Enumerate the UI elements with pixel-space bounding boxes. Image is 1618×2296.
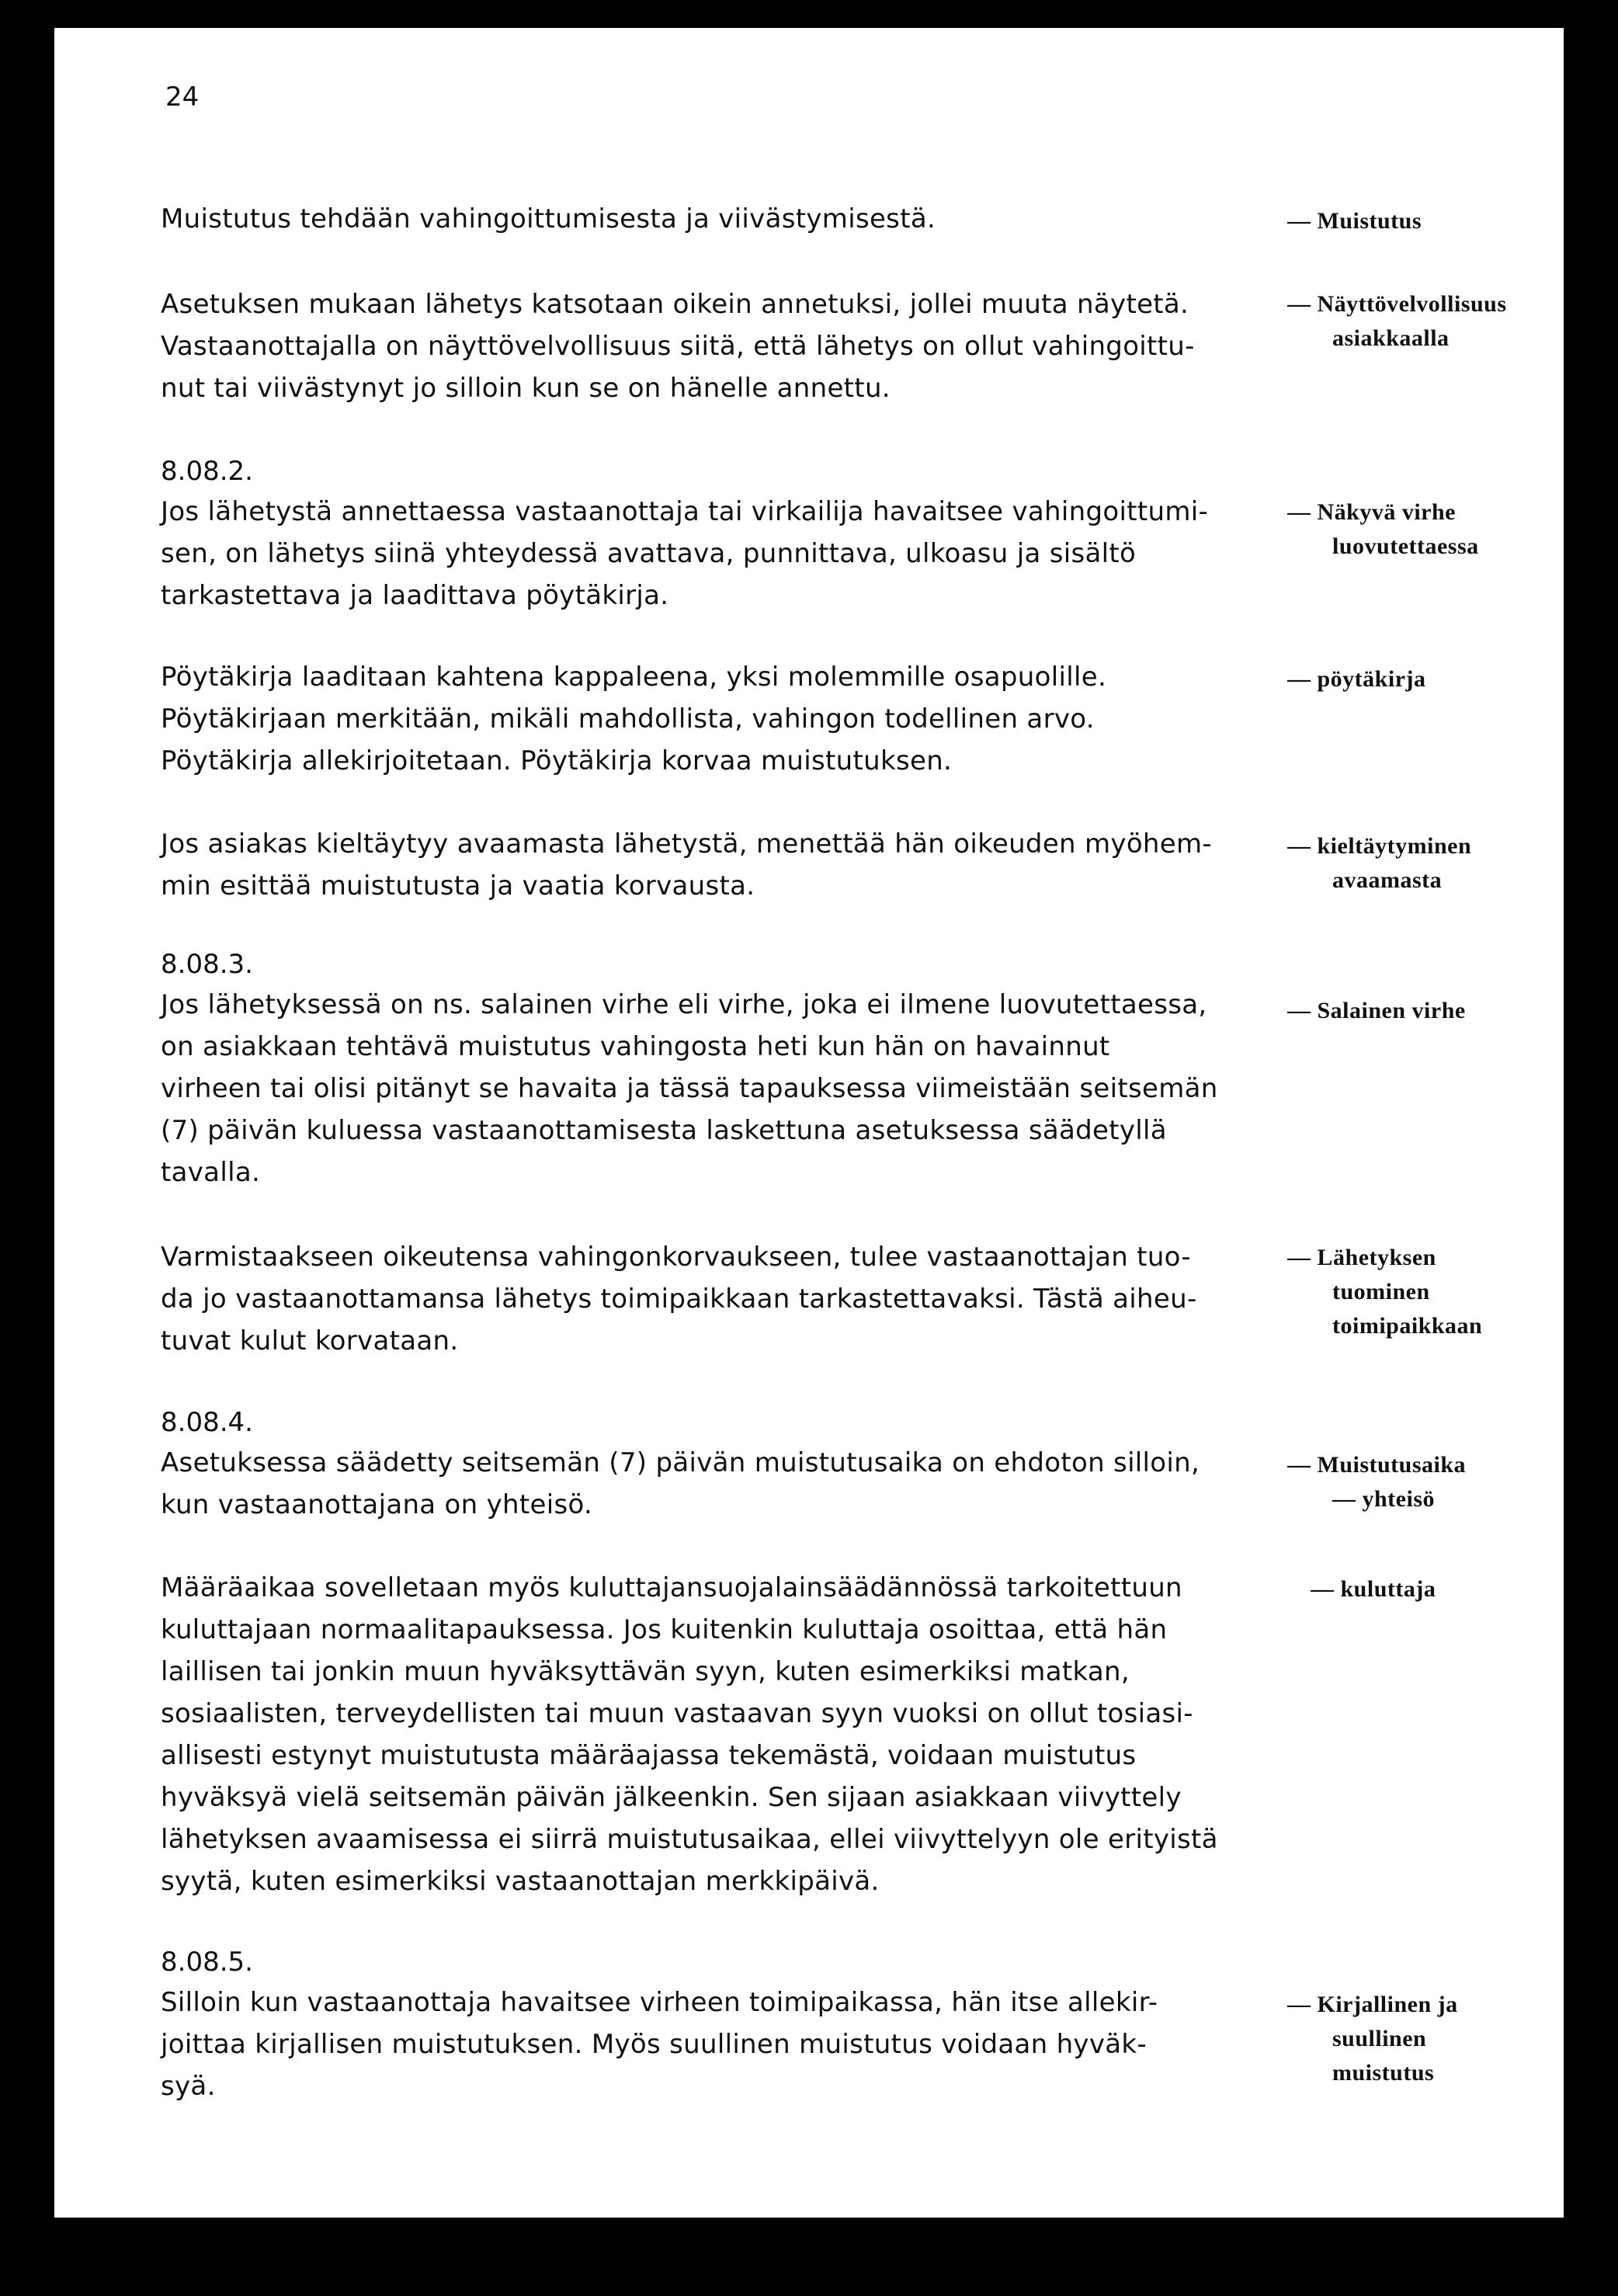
paragraph-poytakirja — [161, 656, 1259, 782]
section-number: 8.08.4. — [161, 1407, 253, 1438]
text-line: (7) päivän kuluessa vastaanottamisesta laskettuna asetuksessa säädetyllä — [161, 1115, 1167, 1146]
margin-note-line: — kuluttaja — [1311, 1576, 1436, 1602]
margin-note-line: — Näyttövelvollisuus — [1287, 291, 1507, 317]
text-line: Jos lähetystä annettaessa vastaanottaja tai virkailija havaitsee vahingoittumi- — [161, 496, 1209, 527]
margin-note-poytakirja — [1287, 662, 1551, 696]
text-line: kun vastaanottajana on yhteisö. — [161, 1489, 593, 1520]
margin-note-lahetyksen-tuominen — [1287, 1241, 1551, 1343]
text-line: Pöytäkirja laaditaan kahtena kappaleena, yksi molemmille osapuolille. — [161, 662, 1107, 693]
margin-note-muistutusaika — [1287, 1448, 1551, 1516]
text-line: min esittää muistutusta ja vaatia korvausta. — [161, 870, 755, 901]
paragraph-kirjallinen — [161, 1982, 1259, 2107]
text-line: Määräaikaa sovelletaan myös kuluttajansuojalainsäädännössä tarkoitettuun — [161, 1572, 1182, 1603]
margin-note-nayttovelvollisuus — [1287, 287, 1551, 356]
text-line: Muistutus tehdään vahingoittumisesta ja viivästymisestä. — [161, 203, 936, 234]
text-line: laillisen tai jonkin muun hyväksyttävän syyn, kuten esimerkiksi matkan, — [161, 1656, 1130, 1687]
text-line: allisesti estynyt muistutusta määräajassa tekemästä, voidaan muistutus — [161, 1740, 1137, 1771]
margin-note-nakyva-virhe — [1287, 495, 1551, 564]
margin-note-kirjallinen — [1287, 1988, 1551, 2090]
paragraph-kuluttaja — [161, 1567, 1259, 1902]
section-number: 8.08.3. — [161, 949, 253, 980]
text-line: syä. — [161, 2071, 216, 2102]
text-line: lähetyksen avaamisessa ei siirrä muistutusaikaa, ellei viivyttelyyn ole erityistä — [161, 1824, 1218, 1855]
text-line: virheen tai olisi pitänyt se havaita ja tässä tapauksessa viimeistään seitsemän — [161, 1073, 1218, 1104]
margin-note-line: suullinen — [1332, 2026, 1427, 2051]
paragraph-lahetyksen-tuominen — [161, 1236, 1259, 1362]
paragraph-muistutus — [161, 198, 1259, 240]
page-number: 24 — [165, 82, 200, 113]
margin-note-line: — pöytäkirja — [1287, 666, 1426, 692]
margin-note-line: luovutettaessa — [1332, 533, 1479, 559]
margin-note-kuluttaja — [1311, 1572, 1575, 1607]
text-line: tarkastettava ja laadittava pöytäkirja. — [161, 580, 669, 611]
paragraph-kieltaytyminen — [161, 823, 1259, 907]
text-line: on asiakkaan tehtävä muistutus vahingosta heti kun hän on havainnut — [161, 1031, 1110, 1062]
paragraph-muistutusaika — [161, 1442, 1259, 1526]
margin-note-line: — Muistutus — [1287, 208, 1422, 234]
margin-note-line: — Muistutusaika — [1287, 1452, 1467, 1478]
text-line: tavalla. — [161, 1157, 261, 1188]
paragraph-nayttovelvollisuus — [161, 283, 1259, 409]
margin-note-salainen-virhe — [1287, 994, 1551, 1028]
margin-note-line: — Kirjallinen ja — [1287, 1992, 1458, 2017]
text-line: Asetuksessa säädetty seitsemän (7) päivän muistutusaika on ehdoton silloin, — [161, 1447, 1200, 1478]
margin-note-line: — Salainen virhe — [1287, 998, 1466, 1023]
section-number: 8.08.2. — [161, 456, 253, 487]
margin-note-line: — kieltäytyminen — [1287, 833, 1472, 859]
margin-note-line: muistutus — [1332, 2060, 1435, 2086]
margin-note-muistutus — [1287, 204, 1551, 238]
paragraph-nakyva-virhe — [161, 491, 1259, 617]
margin-note-line: — Näkyvä virhe — [1287, 499, 1456, 525]
paragraph-salainen-virhe — [161, 984, 1259, 1193]
text-line: tuvat kulut korvataan. — [161, 1325, 459, 1356]
text-line: joittaa kirjallisen muistutuksen. Myös suullinen muistutus voidaan hyväk- — [161, 2029, 1147, 2060]
text-line: Pöytäkirja allekirjoitetaan. Pöytäkirja korvaa muistutuksen. — [161, 745, 953, 776]
margin-note-line: asiakkaalla — [1332, 325, 1450, 351]
text-line: kuluttajaan normaalitapauksessa. Jos kuitenkin kuluttaja osoittaa, että hän — [161, 1614, 1168, 1645]
text-line: Jos asiakas kieltäytyy avaamasta lähetystä, menettää hän oikeuden myöhem- — [161, 828, 1212, 860]
text-line: syytä, kuten esimerkiksi vastaanottajan merkkipäivä. — [161, 1866, 880, 1897]
text-line: Jos lähetyksessä on ns. salainen virhe eli virhe, joka ei ilmene luovutettaessa, — [161, 989, 1207, 1020]
margin-note-line: — yhteisö — [1332, 1486, 1435, 1512]
margin-note-kieltaytyminen — [1287, 829, 1551, 898]
text-line: Pöytäkirjaan merkitään, mikäli mahdollista, vahingon todellinen arvo. — [161, 703, 1095, 735]
text-line: Asetuksen mukaan lähetys katsotaan oikein annetuksi, jollei muuta näytetä. — [161, 289, 1189, 320]
margin-note-line: tuominen — [1332, 1279, 1430, 1304]
text-line: nut tai viivästynyt jo silloin kun se on hänelle annettu. — [161, 373, 891, 404]
margin-note-line: avaamasta — [1332, 867, 1443, 893]
text-line: da jo vastaanottamansa lähetys toimipaikkaan tarkastettavaksi. Tästä aiheu- — [161, 1283, 1197, 1315]
text-line: Varmistaakseen oikeutensa vahingonkorvaukseen, tulee vastaanottajan tuo- — [161, 1242, 1191, 1273]
text-line: sen, on lähetys siinä yhteydessä avattava, punnittava, ulkoasu ja sisältö — [161, 538, 1137, 569]
text-line: sosiaalisten, terveydellisten tai muun vastaavan syyn vuoksi on ollut tosiasi- — [161, 1698, 1193, 1729]
margin-note-line: toimipaikkaan — [1332, 1313, 1483, 1339]
margin-note-line: — Lähetyksen — [1287, 1245, 1436, 1270]
section-number: 8.08.5. — [161, 1947, 253, 1978]
text-line: Silloin kun vastaanottaja havaitsee virheen toimipaikassa, hän itse allekir- — [161, 1987, 1158, 2018]
text-line: hyväksyä vielä seitsemän päivän jälkeenkin. Sen sijaan asiakkaan viivyttely — [161, 1782, 1182, 1813]
text-line: Vastaanottajalla on näyttövelvollisuus siitä, että lähetys on ollut vahingoittu- — [161, 331, 1195, 362]
